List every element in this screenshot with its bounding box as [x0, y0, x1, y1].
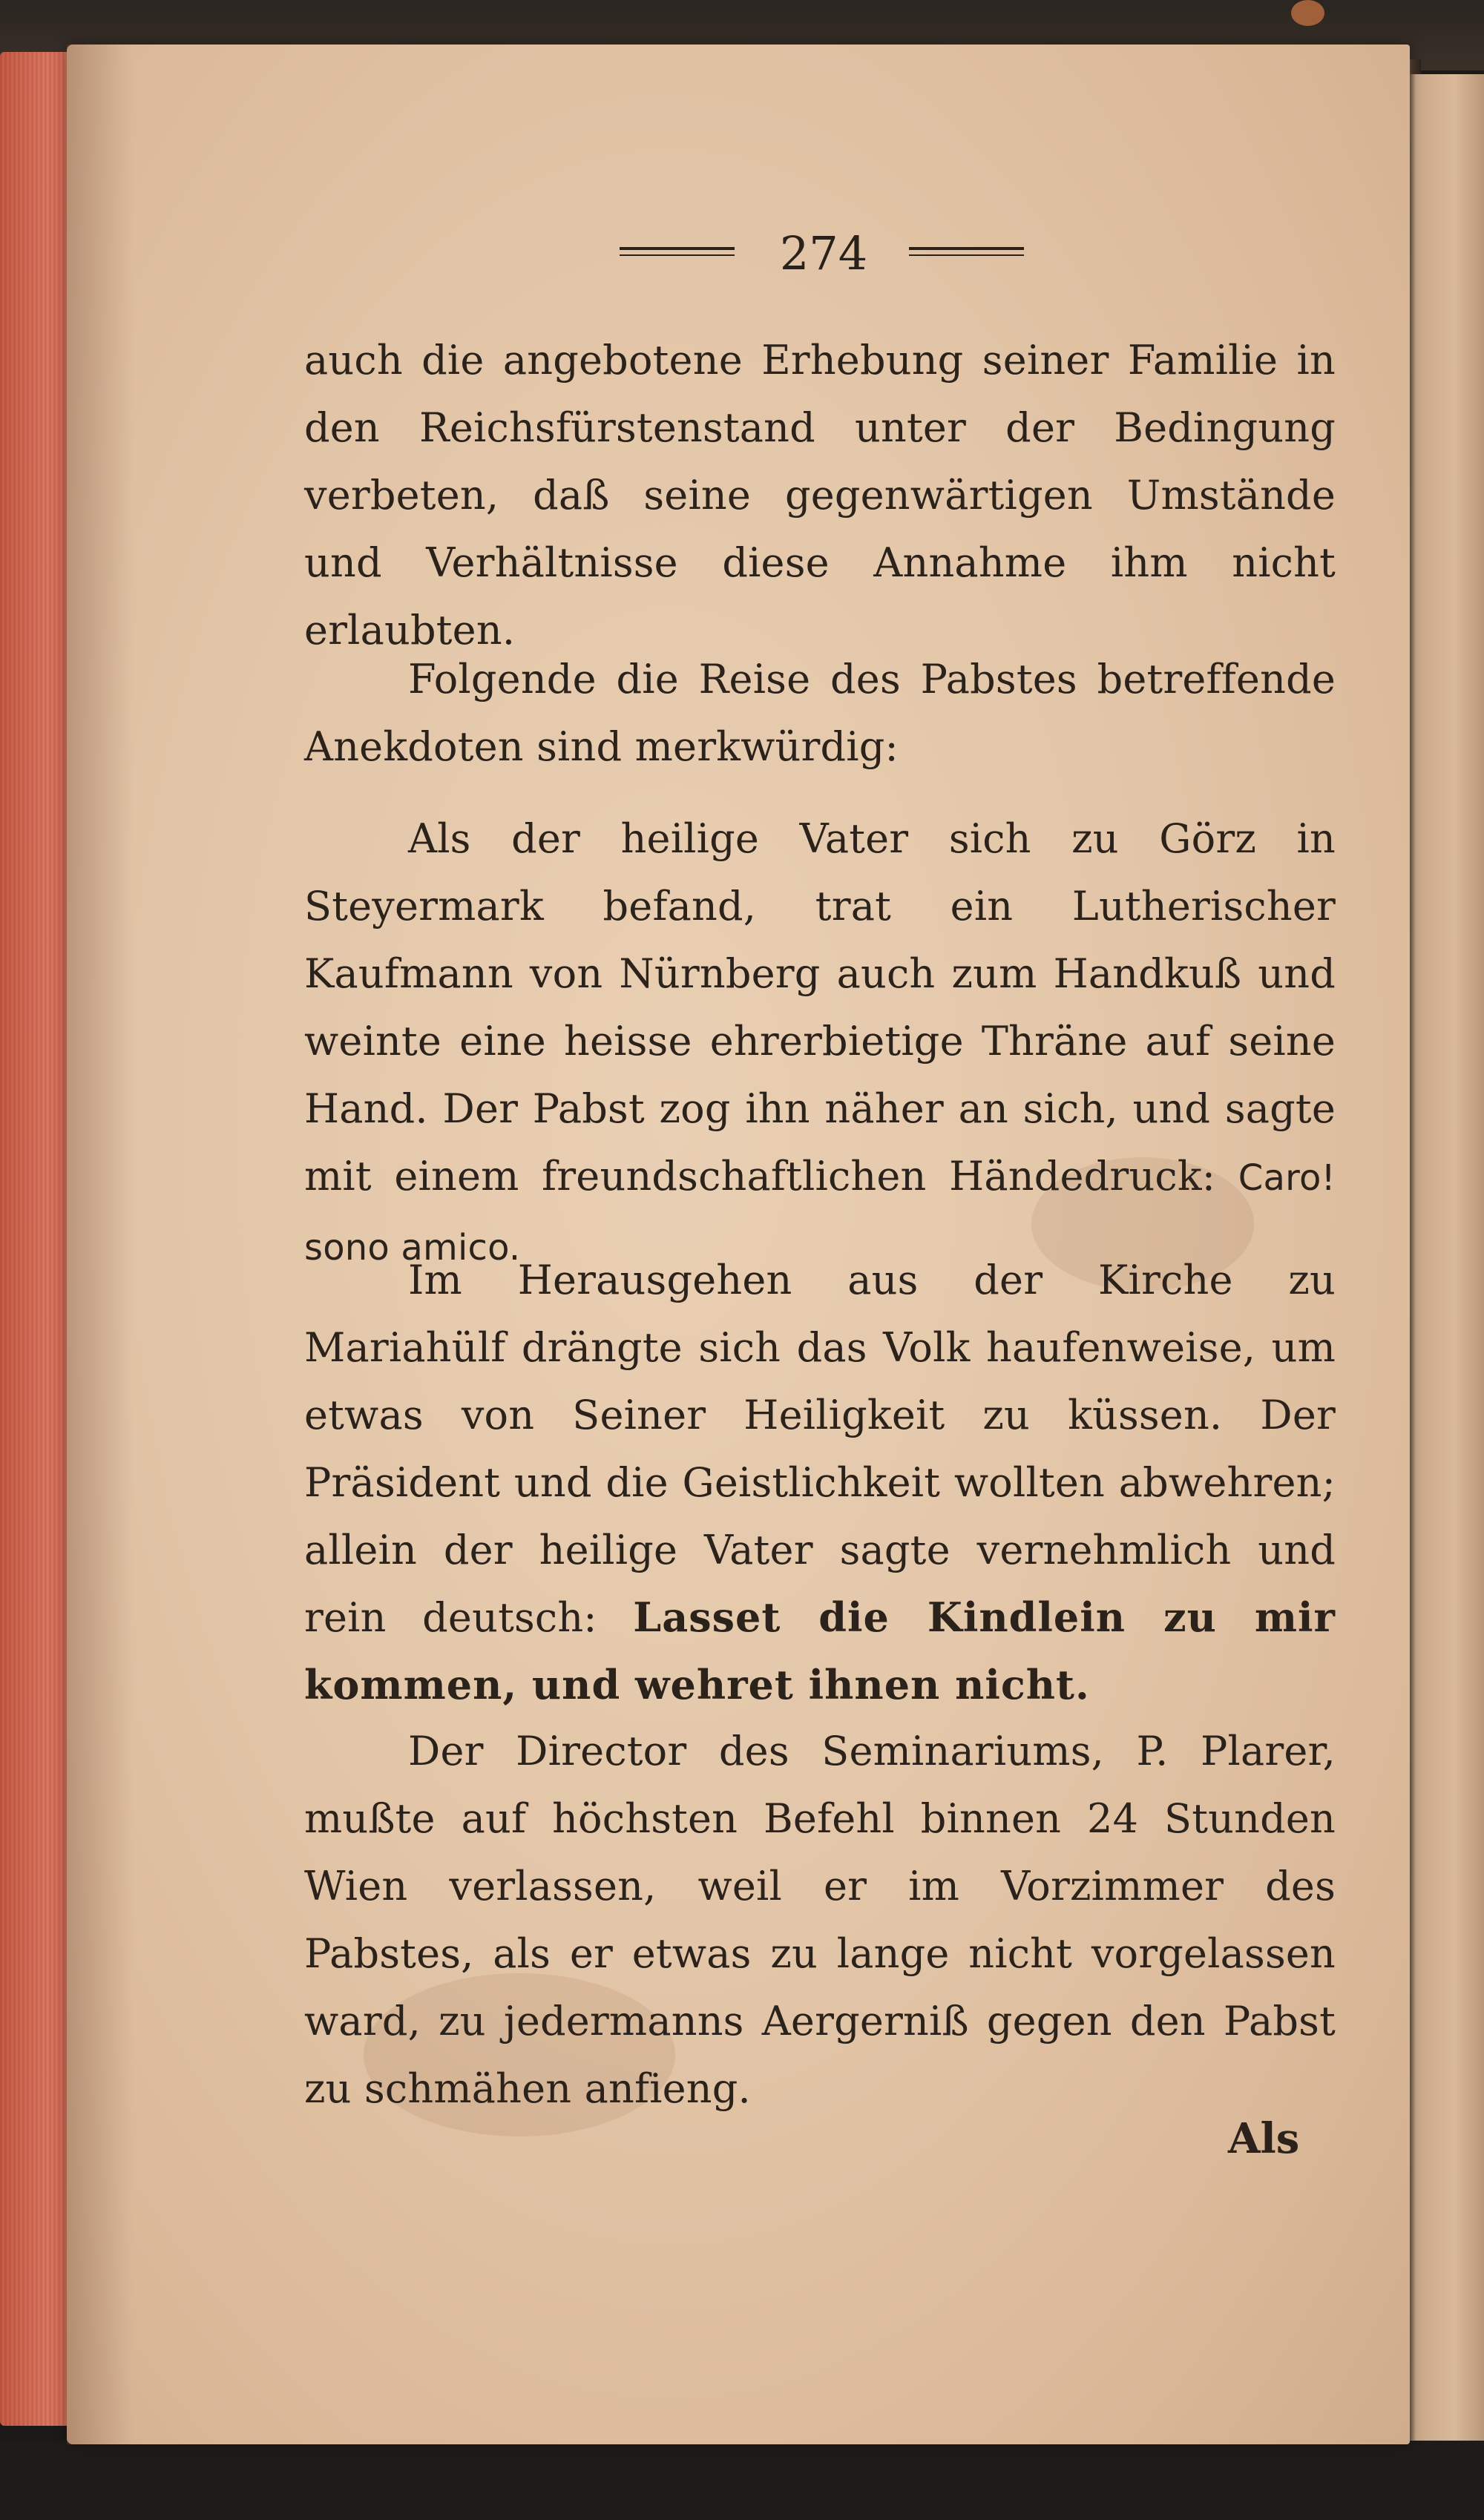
- paragraph-plarer-anecdote: Der Director des Seminariums, P. Plarer, mußte auf höchsten Befehl binnen 24 Stunden Wien verlassen, weil er im Vorzimmer des Pabstes, als er etwas zu lange nicht vorgelassen ward, zu jedermanns Aergerniß gegen den Pabst zu schmähen anfieng.: [304, 1728, 1336, 2112]
- bible-quote: Lasset die Kindlein zu mir kommen, und wehret ihnen nicht.: [304, 1593, 1336, 1708]
- scan-background-bottom: [0, 2441, 1484, 2520]
- mariahilf-text: Im Herausgehen aus der Kirche zu Mariahülf drängte sich das Volk haufenweise, um etwas von Seiner Heiligkeit zu küssen. Der Präsident und die Geistlichkeit wollten abwehren; allein der heilige Vater sagte vernehmlich und rein deutsch:: [304, 1257, 1336, 1641]
- catchword: Als: [1228, 2114, 1300, 2163]
- page-header: [620, 226, 1035, 293]
- header-rule-left-thin: [620, 254, 735, 256]
- paragraph-continuation: auch die angebotene Erhebung seiner Familie in den Reichsfürstenstand unter der Bedingung verbeten, daß seine gegenwärtigen Umstände und Verhältnisse diese Annahme ihm nicht erlaubten.: [304, 337, 1336, 654]
- latin-quote: Caro! sono amico.: [304, 1157, 1336, 1269]
- header-rule-right-thin: [909, 254, 1024, 256]
- header-rule-right: [909, 247, 1024, 250]
- page-number: 274: [779, 226, 868, 280]
- paragraph-anecdotes-intro: Folgende die Reise des Pabstes betreffende Anekdoten sind merkwürdig:: [304, 656, 1336, 770]
- paragraph-mariahilf-anecdote: [304, 1246, 1336, 1719]
- paragraph-goerz-anecdote: [304, 805, 1336, 1282]
- header-rule-left: [620, 247, 735, 250]
- corner-stain: [1291, 0, 1324, 26]
- goerz-text: Als der heilige Vater sich zu Görz in Steyermark befand, trat ein Lutherischer Kaufmann von Nürnberg auch zum Handkuß und weinte eine heisse ehrerbietige Thräne auf seine Hand. Der Pabst zog ihn näher an sich, und sagte mit einem freundschaftlichen Händedruck:: [304, 815, 1336, 1200]
- facing-page-edge: [1410, 74, 1484, 2441]
